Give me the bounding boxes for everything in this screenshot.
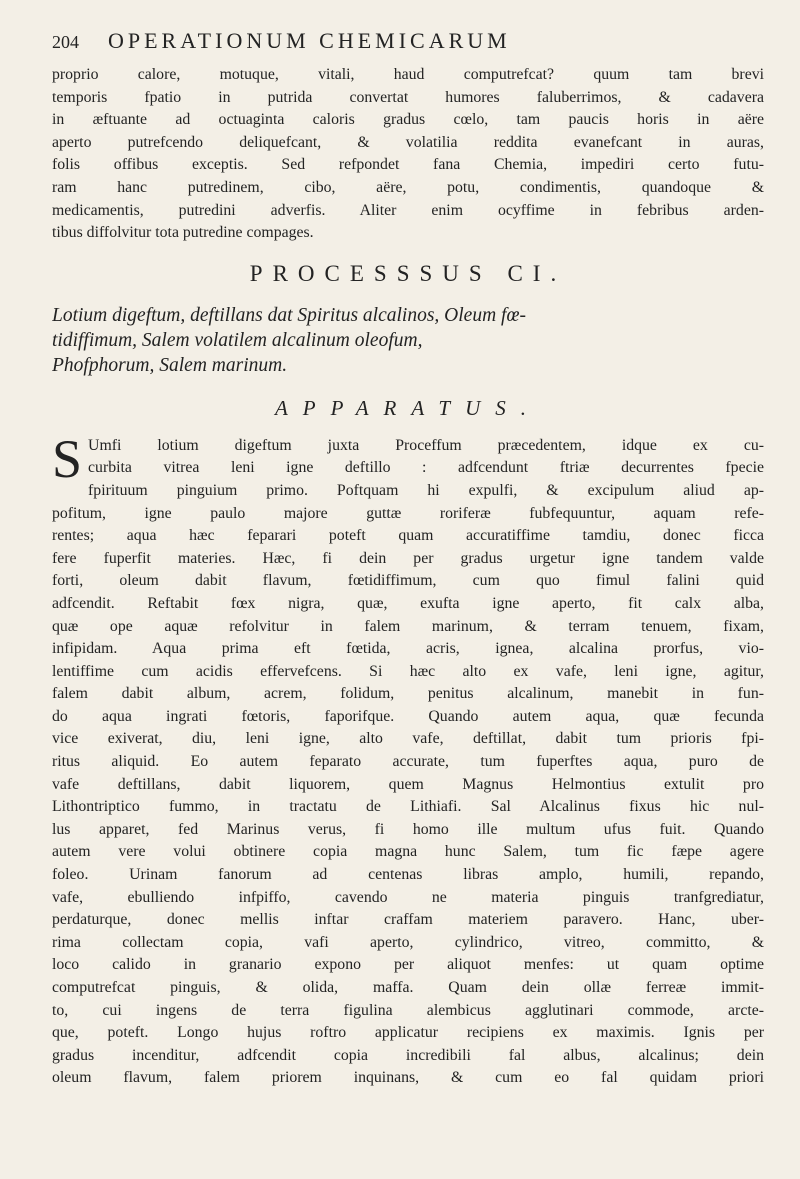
text-line: Lithontriptico fummo, in tractatu de Lithiafi. Sal Alcalinus fixus hic nul- (52, 798, 764, 816)
text-line: rima collectam copia, vafi aperto, cylindrico, vitreo, committo, & (52, 933, 764, 951)
text-line: falem dabit album, acrem, folidum, penitus alcalinum, manebit in fun- (52, 685, 764, 703)
dropcap-block (52, 428, 764, 489)
text-line: do aqua ingrati fœtoris, faporifque. Quando autem aqua, quæ fecunda (52, 707, 764, 725)
text-line: perdaturque, donec mellis inftar craffam materiem paravero. Hanc, uber- (52, 911, 764, 929)
body-paragraph (52, 428, 764, 1090)
text-line: fpirituum pinguium primo. Poftquam hi expulfi, & excipulum aliud ap- (88, 481, 764, 499)
text-line: vice exiverat, diu, leni igne, alto vafe, deftillat, dabit tum prioris fpi- (52, 730, 764, 748)
text-line: forti, oleum dabit flavum, fœtidiffimum, cum quo fimul falini quid (52, 572, 764, 590)
text-line: autem vere volui obtinere copia magna hunc Salem, tum fic fæpe agere (52, 843, 764, 861)
apparatus-heading: APPARATUS. (274, 395, 542, 420)
text-line: foleo. Urinam fanorum ad centenas libras amplo, humili, repando, (52, 866, 764, 884)
process-heading: PROCESSSUS CI. (249, 260, 567, 286)
text-line: pofitum, igne paulo majore guttæ roriferæ fubfequuntur, aquam refe- (52, 504, 764, 522)
text-line: curbita vitrea leni igne deftillo : adfcendunt ftriæ decurrentes fpecie (88, 459, 764, 477)
text-line: loco calido in granario expono per aliquot menfes: ut quam optime (52, 956, 764, 974)
title-line: tidiffimum, Salem volatilem alcalinum oleofum, (52, 329, 423, 351)
text-line: rentes; aqua hæc feparari poteft quam accuratiffime tamdiu, donec ficca (52, 527, 764, 545)
text-line: computrefcat pinguis, & olida, maffa. Quam dein ollæ ferreæ immit- (52, 979, 764, 996)
text-line: que, poteft. Longo hujus roftro applicatur recipiens ex maximis. Ignis per (52, 1024, 764, 1042)
title-line: Lotium digeftum, deftillans dat Spiritus alcalinos, Oleum fœ- (52, 304, 526, 326)
text-line: medicamentis, putredini adverfis. Aliter enim ocyffime in febribus arden- (52, 201, 764, 219)
text-line: proprio calore, motuque, vitali, haud computrefcat? quum tam brevi (52, 66, 764, 83)
text-line: aperto putrefcendo deliquefcant, & volatilia reddita evanefcant in auras, (52, 133, 764, 151)
title-line: Phofphorum, Salem marinum. (52, 354, 288, 376)
text-line: Umfi lotium digeftum juxta Proceffum præcedentem, idque ex cu- (88, 436, 764, 454)
text-line: to, cui ingens de terra figulina alembicus agglutinari commode, arcte- (52, 1001, 764, 1019)
text-line: ritus aliquid. Eo autem feparato accurate, tum fuperftes aqua, puro de (52, 753, 764, 771)
process-title (52, 303, 764, 378)
text-line: gradus incenditur, adfcendit copia incredibili fal albus, alcalinus; dein (52, 1046, 764, 1064)
text-line: vafe deftillans, dabit liquorem, quem Magnus Helmontius extulit pro (52, 775, 764, 793)
text-line: tibus diffolvitur tota putredine compages. (52, 224, 314, 242)
text-line: infipidam. Aqua prima eft fœtida, acris, ignea, alcalina prorfus, vio- (52, 640, 764, 658)
drop-cap: S (52, 428, 83, 489)
text-line: in æftuante ad octuaginta caloris gradus cœlo, tam paucis horis in aëre (52, 111, 764, 129)
running-title: OPERATIONUM CHEMICARUM (108, 28, 511, 53)
page-number: 204 (52, 32, 79, 52)
text-line: folis offibus exceptis. Sed refpondet fana Chemia, impediri certo futu- (52, 156, 764, 174)
text-line: oleum flavum, falem priorem inquinans, & cum eo fal quidam priori (52, 1069, 764, 1087)
intro-paragraph (52, 64, 764, 245)
text-line: ram hanc putredinem, cibo, aëre, potu, condimentis, quandoque & (52, 178, 764, 196)
text-line: quæ ope aquæ refolvitur in falem marinum, & terram tenuem, fixam, (52, 617, 764, 635)
text-line: temporis fpatio in putrida convertat humores faluberrimos, & cadavera (52, 88, 764, 106)
text-line: fere fuperfit materies. Hæc, fi dein per gradus urgetur igne tandem valde (52, 549, 764, 567)
text-line: adfcendit. Reftabit fœx nigra, quæ, exufta igne aperto, fit calx alba, (52, 594, 764, 612)
text-line: lentiffime cum acidis effervefcens. Si hæc alto ex vafe, leni igne, agitur, (52, 662, 764, 680)
text-line: lus apparet, fed Marinus verus, fi homo ille multum ufus fuit. Quando (52, 820, 764, 838)
text-line: vafe, ebulliendo infpiffo, cavendo ne materia pinguis tranfgrediatur, (52, 888, 764, 906)
running-head (52, 28, 764, 64)
